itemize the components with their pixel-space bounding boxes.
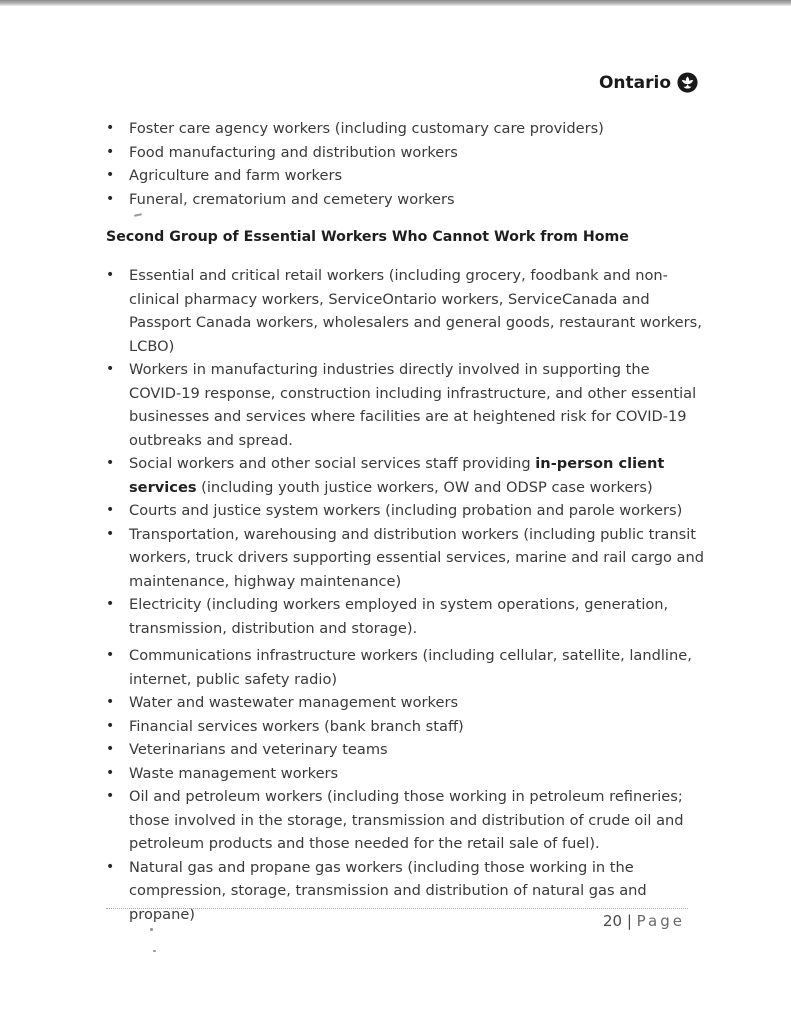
essential-worker-list <box>106 264 706 926</box>
page-label: Page <box>636 912 685 930</box>
bullet-icon: • <box>106 120 115 136</box>
bullet-icon: • <box>106 647 115 663</box>
list-item-text: Water and wastewater management workers <box>129 694 459 711</box>
bullet-icon: • <box>106 267 115 283</box>
list-item <box>106 691 706 715</box>
trillium-icon <box>677 72 698 93</box>
list-item <box>106 593 706 640</box>
list-item-text: Essential and critical retail workers (including grocery, foodbank and non-clinical pharmacy workers, ServiceOntario workers, ServiceCanada and Passport Canada workers, wholesalers and general goods, restaurant workers, LCBO) <box>129 267 702 355</box>
list-item-text: Natural gas and propane gas workers (including those working in the compression, storage, transmission and distribution of natural gas and propane) <box>129 858 647 923</box>
bullet-icon: • <box>106 858 115 875</box>
list-item <box>106 644 706 691</box>
list-item-text: (including youth justice workers, OW and ODSP case workers) <box>196 478 653 496</box>
list-item <box>106 188 706 212</box>
emphasis-text: in-person client services <box>129 455 665 496</box>
bullet-icon: • <box>106 694 115 710</box>
list-item <box>106 523 706 594</box>
list-item <box>106 358 706 452</box>
bullet-icon: • <box>106 455 115 471</box>
bullet-icon: • <box>106 143 115 160</box>
bullet-icon: • <box>106 717 115 734</box>
list-item <box>106 141 706 165</box>
list-item <box>106 785 706 856</box>
list-item <box>106 762 706 786</box>
bullet-icon: • <box>106 788 115 804</box>
list-item-text: Veterinarians and veterinary teams <box>129 741 388 758</box>
list-item <box>106 117 706 141</box>
ontario-wordmark: Ontario <box>598 72 671 93</box>
scan-top-edge <box>0 0 791 6</box>
list-item-text: Workers in manufacturing industries directly involved in supporting the COVID-19 response, construction including infrastructure, and other essential businesses and services where facilities are at heightened risk for COVID-19 outbreaks and spread. <box>129 361 697 449</box>
list-item-text: Transportation, warehousing and distribution workers (including public transit workers, truck drivers supporting essential services, marine and rail cargo and maintenance, highway maintenance) <box>129 525 704 590</box>
bullet-icon: • <box>106 502 115 518</box>
bullet-icon: • <box>106 167 115 183</box>
bullet-icon: • <box>106 190 115 207</box>
scan-speck <box>134 213 142 217</box>
list-item <box>106 499 706 523</box>
list-item-text: Food manufacturing and distribution workers <box>129 143 458 161</box>
section-heading: Second Group of Essential Workers Who Cannot Work from Home <box>106 229 629 245</box>
list-item-text: Financial services workers (bank branch staff) <box>129 717 464 735</box>
list-item-text: Social workers and other social services staff providing <box>129 455 536 472</box>
scan-speck <box>150 928 153 931</box>
list-item-text: Funeral, crematorium and cemetery workers <box>129 190 455 208</box>
bullet-icon: • <box>106 741 115 757</box>
page-number-separator: | <box>622 912 637 930</box>
list-item-text: Foster care agency workers (including customary care providers) <box>129 120 604 137</box>
top-worker-list <box>106 117 706 211</box>
scan-speck <box>153 950 156 952</box>
bullet-icon: • <box>106 764 115 781</box>
list-item-text: Waste management workers <box>129 764 339 782</box>
bullet-icon: • <box>106 596 115 612</box>
list-item-text: Courts and justice system workers (including probation and parole workers) <box>129 502 683 519</box>
ontario-logo <box>599 72 698 93</box>
footer-divider <box>106 908 688 909</box>
bullet-icon: • <box>106 525 115 542</box>
page-number-value: 20 <box>602 912 623 930</box>
list-item <box>106 164 706 188</box>
list-item <box>106 452 706 499</box>
bullet-icon: • <box>106 361 115 377</box>
list-item <box>106 264 706 358</box>
list-item-text: Agriculture and farm workers <box>129 167 343 184</box>
list-item-text: Oil and petroleum workers (including those working in petroleum refineries; those involved in the storage, transmission and distribution of crude oil and petroleum products and those needed for the retail sale of fuel). <box>129 788 684 852</box>
list-item <box>106 715 706 739</box>
list-item-text: Electricity (including workers employed in system operations, generation, transmission, distribution and storage). <box>129 596 669 637</box>
list-item-text: Communications infrastructure workers (including cellular, satellite, landline, internet, public safety radio) <box>129 647 692 688</box>
page-number <box>603 912 685 930</box>
list-item <box>106 738 706 762</box>
